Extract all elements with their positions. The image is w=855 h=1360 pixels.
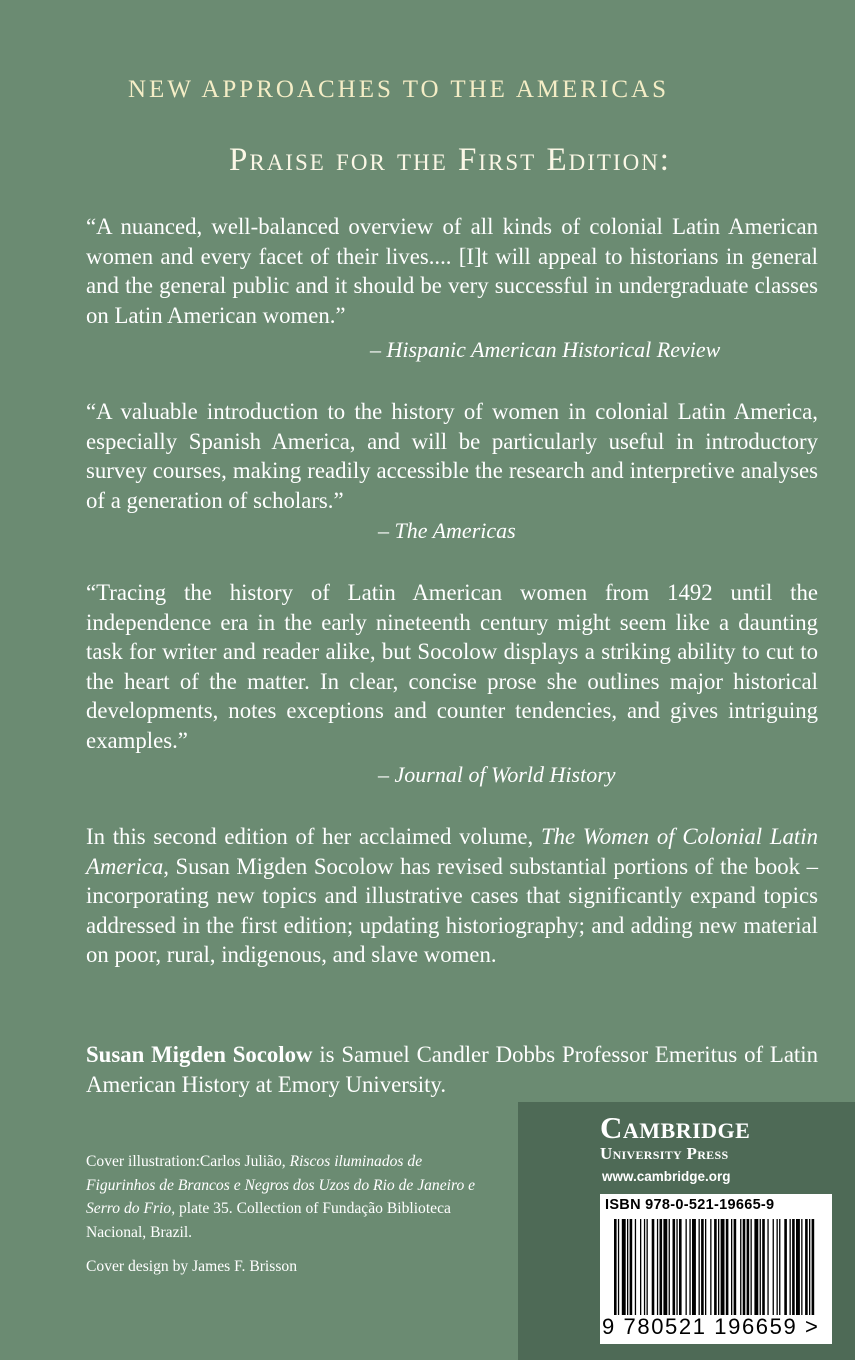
barcode-bar xyxy=(747,1219,750,1315)
isbn-label: ISBN 978-0-521-19665-9 xyxy=(605,1197,775,1213)
barcode-bar xyxy=(743,1219,746,1315)
book-description xyxy=(86,822,818,970)
description-rest: , Susan Migden Socolow has revised substantial portions of the book – incorporating new topics and illustrative cases that significantly expand topics addressed in the first edition; updating historiography; and adding new material on poor, rural, indigenous, and slave women. xyxy=(86,853,818,968)
barcode-bar xyxy=(777,1219,778,1315)
barcode-bar xyxy=(767,1219,768,1315)
barcode-bar xyxy=(673,1219,676,1315)
quote-1-source: Hispanic American Historical Review xyxy=(386,337,721,362)
barcode-bar xyxy=(805,1219,808,1315)
author-bio xyxy=(86,1040,818,1099)
barcode-bar xyxy=(689,1219,690,1315)
barcode-bar xyxy=(669,1219,670,1315)
barcode-digits: 9 780521 196659 > xyxy=(602,1314,820,1339)
quote-1-attribution xyxy=(370,337,720,363)
cover-illustration-credit xyxy=(86,1150,486,1244)
author-name: Susan Migden Socolow xyxy=(86,1042,313,1067)
credit-lead: Cover illustration:Carlos Julião, xyxy=(86,1153,290,1170)
barcode-bar xyxy=(734,1219,737,1315)
publisher-url: www.cambridge.org xyxy=(602,1169,731,1184)
barcode-bar xyxy=(754,1219,758,1315)
barcode-bar xyxy=(801,1219,802,1315)
barcode-bar xyxy=(635,1219,636,1315)
barcode-bar xyxy=(686,1219,687,1315)
quote-3: “Tracing the history of Latin American women from 1492 until the independence era in the early nineteenth century might seem like a daunting task for writer and reader alike, but Socolow displays a striking ability to cut to the heart of the matter. In clear, concise prose she outlines major historical developments, notes exceptions and counter tendencies, and gives intriguing examples.” xyxy=(86,580,818,753)
barcode-bar xyxy=(644,1219,645,1315)
quote-2: “A valuable introduction to the history of women in colonial Latin America, especially Spanish America, and will be particularly useful in introductory survey courses, making readily accessible the research and interpretive analyses of a generation of scholars.” xyxy=(86,399,818,513)
quote-1: “A nuanced, well-balanced overview of all kinds of colonial Latin American women and every facet of their lives.... [I]t will appeal to historians in general and the general public and it should be very successful in undergraduate classes on Latin American women.” xyxy=(86,214,818,328)
barcode-bar xyxy=(640,1219,641,1315)
barcode-bar xyxy=(779,1219,780,1315)
barcode-bar xyxy=(812,1219,815,1315)
barcode-bar xyxy=(622,1219,626,1315)
barcode-bar xyxy=(718,1219,719,1315)
artwork-title: Riscos iluminados de Figurinhos de Brancos e Negros dos Uzos do Rio de Janeiro e Serro do Frio xyxy=(86,1153,476,1217)
barcode-bar xyxy=(614,1219,617,1315)
praise-heading: Praise for the First Edition: xyxy=(229,142,671,178)
quote-3-attribution xyxy=(378,762,616,788)
barcode-bar xyxy=(676,1219,677,1315)
cover-design-credit: Cover design by James F. Brisson xyxy=(86,1258,297,1275)
barcode-bar xyxy=(630,1219,633,1315)
barcode-bar xyxy=(701,1219,704,1315)
barcode-bar xyxy=(699,1219,700,1315)
quote-2-attribution xyxy=(378,518,516,544)
barcode-bar xyxy=(792,1219,795,1315)
barcode-bar xyxy=(751,1219,752,1315)
barcode-bar xyxy=(657,1219,658,1315)
barcode-bar xyxy=(760,1219,761,1315)
barcode-bars xyxy=(614,1219,820,1315)
book-title: The Women of Colonial Latin America xyxy=(86,824,818,879)
barcode-bar xyxy=(647,1219,648,1315)
attribution-dash: – xyxy=(378,518,395,543)
quote-3-source: Journal of World History xyxy=(394,762,616,787)
barcode-bar xyxy=(740,1219,741,1315)
barcode-bar xyxy=(705,1219,706,1315)
barcode-bar xyxy=(790,1219,791,1315)
publisher-subtitle: University Press xyxy=(600,1144,729,1163)
series-title: NEW APPROACHES TO THE AMERICAS xyxy=(128,76,670,103)
barcode-bar xyxy=(663,1219,667,1315)
barcode-bar xyxy=(784,1219,787,1315)
barcode-bar xyxy=(809,1219,810,1315)
publisher-name: Cambridge xyxy=(600,1110,751,1145)
barcode-bar xyxy=(796,1219,800,1315)
attribution-dash: – xyxy=(370,337,387,362)
barcode-bar xyxy=(773,1219,774,1315)
barcode-bar xyxy=(618,1219,619,1315)
barcode-bar xyxy=(762,1219,765,1315)
barcode-bar xyxy=(679,1219,682,1315)
barcode-bar xyxy=(721,1219,725,1315)
barcode-bar xyxy=(710,1219,711,1315)
barcode-bar xyxy=(714,1219,717,1315)
barcode-box xyxy=(600,1194,832,1344)
quote-2-source: The Americas xyxy=(394,518,516,543)
credit-rest: , plate 35. Collection of Fundação Biblioteca Nacional, Brazil. xyxy=(86,1200,451,1241)
description-lead: In this second edition of her acclaimed volume, xyxy=(86,824,541,849)
barcode-bar xyxy=(692,1219,696,1315)
barcode-bar xyxy=(726,1219,729,1315)
attribution-dash: – xyxy=(378,762,395,787)
barcode-bar xyxy=(627,1219,628,1315)
publisher-panel xyxy=(518,1102,855,1360)
barcode-bar xyxy=(731,1219,732,1315)
barcode-bar xyxy=(660,1219,663,1315)
author-bio-rest: is Samuel Candler Dobbs Professor Emeritus of Latin American History at Emory University. xyxy=(86,1042,819,1097)
barcode-bar xyxy=(652,1219,655,1315)
